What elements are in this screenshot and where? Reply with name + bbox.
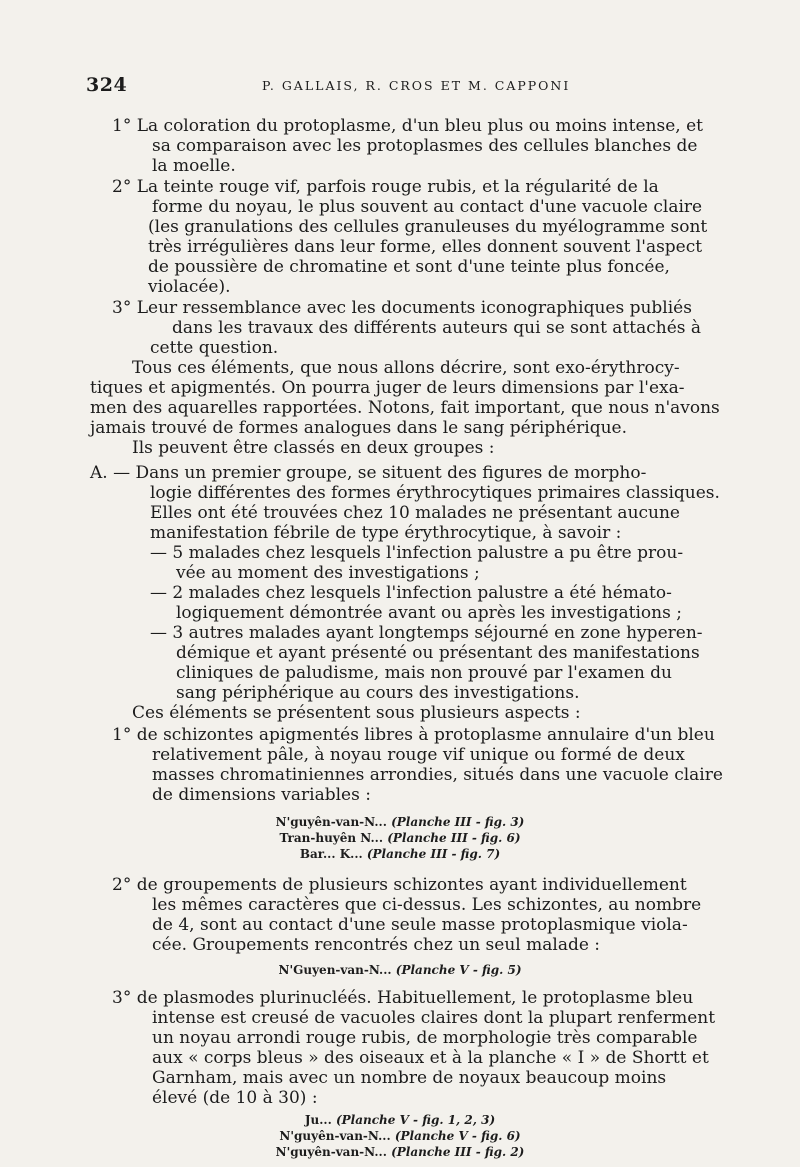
text-line: masses chromatiniennes arrondies, situés dans une vacuole claire	[152, 765, 723, 785]
plate-references	[0, 1112, 800, 1160]
text-line: relativement pâle, à noyau rouge vif unique ou formé de deux	[152, 745, 685, 765]
text-line: cée. Groupements rencontrés chez un seul malade :	[152, 935, 601, 955]
plate-figure: (Planche III - fig. 2)	[391, 1145, 525, 1159]
text-line: Elles ont été trouvées chez 10 malades ne présentant aucune	[150, 503, 680, 523]
text-line: forme du noyau, le plus souvent au contact d'une vacuole claire	[152, 197, 703, 217]
text-line: dans les travaux des différents auteurs qui se sont attachés à	[172, 318, 702, 338]
text-line: de 4, sont au contact d'une seule masse protoplasmique viola-	[152, 915, 688, 935]
plate-figure: (Planche III - fig. 6)	[387, 831, 521, 845]
text-line: vée au moment des investigations ;	[176, 563, 480, 583]
text-line: cette question.	[150, 338, 279, 358]
text-line: jamais trouvé de formes analogues dans le sang périphérique.	[90, 418, 628, 438]
plate-reference	[0, 814, 800, 830]
text-line: — 2 malades chez lesquels l'infection palustre a été hémato-	[150, 583, 672, 603]
text-line: la moelle.	[152, 156, 236, 176]
text-line: violacée).	[148, 277, 231, 297]
patient-name: Ju...	[304, 1113, 332, 1127]
plate-figure: (Planche V - fig. 5)	[395, 963, 522, 977]
patient-name: N'guyên-van-N...	[279, 1129, 391, 1143]
text-line: 1° La coloration du protoplasme, d'un bleu plus ou moins intense, et	[112, 116, 703, 136]
plate-references	[0, 962, 800, 978]
text-line: Garnham, mais avec un nombre de noyaux beaucoup moins	[152, 1068, 667, 1088]
text-line: A. — Dans un premier groupe, se situent des figures de morpho-	[90, 463, 647, 483]
patient-name: N'guyên-van-N...	[275, 1145, 387, 1159]
patient-name: Bar... K...	[299, 847, 363, 861]
running-head: P. GALLAIS, R. CROS ET M. CAPPONI	[262, 78, 571, 93]
plate-figure: (Planche III - fig. 3)	[391, 815, 525, 829]
plate-reference	[0, 1128, 800, 1144]
plate-figure: (Planche V - fig. 1, 2, 3)	[335, 1113, 496, 1127]
plate-figure: (Planche V - fig. 6)	[394, 1129, 521, 1143]
text-line: (les granulations des cellules granuleuses du myélogramme sont	[148, 217, 708, 237]
text-line: les mêmes caractères que ci-dessus. Les schizontes, au nombre	[152, 895, 702, 915]
patient-name: N'guyên-van-N...	[275, 815, 387, 829]
text-line: men des aquarelles rapportées. Notons, fait important, que nous n'avons	[90, 398, 720, 418]
text-line: Ces éléments se présentent sous plusieurs aspects :	[132, 703, 581, 723]
text-line: logiquement démontrée avant ou après les investigations ;	[176, 603, 682, 623]
text-line: intense est creusé de vacuoles claires dont la plupart renferment	[152, 1008, 716, 1028]
text-line: 3° Leur ressemblance avec les documents iconographiques publiés	[112, 298, 692, 318]
text-line: 3° de plasmodes plurinucléés. Habituellement, le protoplasme bleu	[112, 988, 694, 1008]
text-line: logie différentes des formes érythrocytiques primaires classiques.	[150, 483, 720, 503]
plate-reference	[0, 830, 800, 846]
plate-reference	[0, 846, 800, 862]
text-line: Tous ces éléments, que nous allons décrire, sont exo-érythrocy-	[132, 358, 680, 378]
text-line: — 3 autres malades ayant longtemps séjourné en zone hyperen-	[150, 623, 703, 643]
text-line: 2° La teinte rouge vif, parfois rouge rubis, et la régularité de la	[112, 177, 659, 197]
page-number: 324	[86, 74, 128, 96]
text-line: 2° de groupements de plusieurs schizontes ayant individuellement	[112, 875, 687, 895]
text-line: — 5 malades chez lesquels l'infection palustre a pu être prou-	[150, 543, 684, 563]
text-line: tiques et apigmentés. On pourra juger de leurs dimensions par l'exa-	[90, 378, 685, 398]
text-line: manifestation fébrile de type érythrocytique, à savoir :	[150, 523, 622, 543]
text-line: élevé (de 10 à 30) :	[152, 1088, 318, 1108]
text-line: cliniques de paludisme, mais non prouvé par l'examen du	[176, 663, 673, 683]
text-line: très irrégulières dans leur forme, elles donnent souvent l'aspect	[148, 237, 703, 257]
plate-figure: (Planche III - fig. 7)	[366, 847, 501, 861]
plate-reference	[0, 962, 800, 978]
plate-references	[0, 814, 800, 862]
text-line: 1° de schizontes apigmentés libres à protoplasme annulaire d'un bleu	[112, 725, 715, 745]
text-line: un noyau arrondi rouge rubis, de morphologie très comparable	[152, 1028, 698, 1048]
patient-name: N'Guyen-van-N...	[278, 963, 392, 977]
plate-reference	[0, 1112, 800, 1128]
text-line: Ils peuvent être classés en deux groupes :	[132, 438, 495, 458]
text-line: sang périphérique au cours des investigations.	[176, 683, 580, 703]
patient-name: Tran-huyên N...	[279, 831, 384, 845]
text-line: démique et ayant présenté ou présentant des manifestations	[176, 643, 700, 663]
text-line: de poussière de chromatine et sont d'une teinte plus foncée,	[148, 257, 670, 277]
text-line: de dimensions variables :	[152, 785, 371, 805]
plate-reference	[0, 1144, 800, 1160]
text-line: sa comparaison avec les protoplasmes des cellules blanches de	[152, 136, 698, 156]
text-line: aux « corps bleus » des oiseaux et à la planche « I » de Shortt et	[152, 1048, 709, 1068]
